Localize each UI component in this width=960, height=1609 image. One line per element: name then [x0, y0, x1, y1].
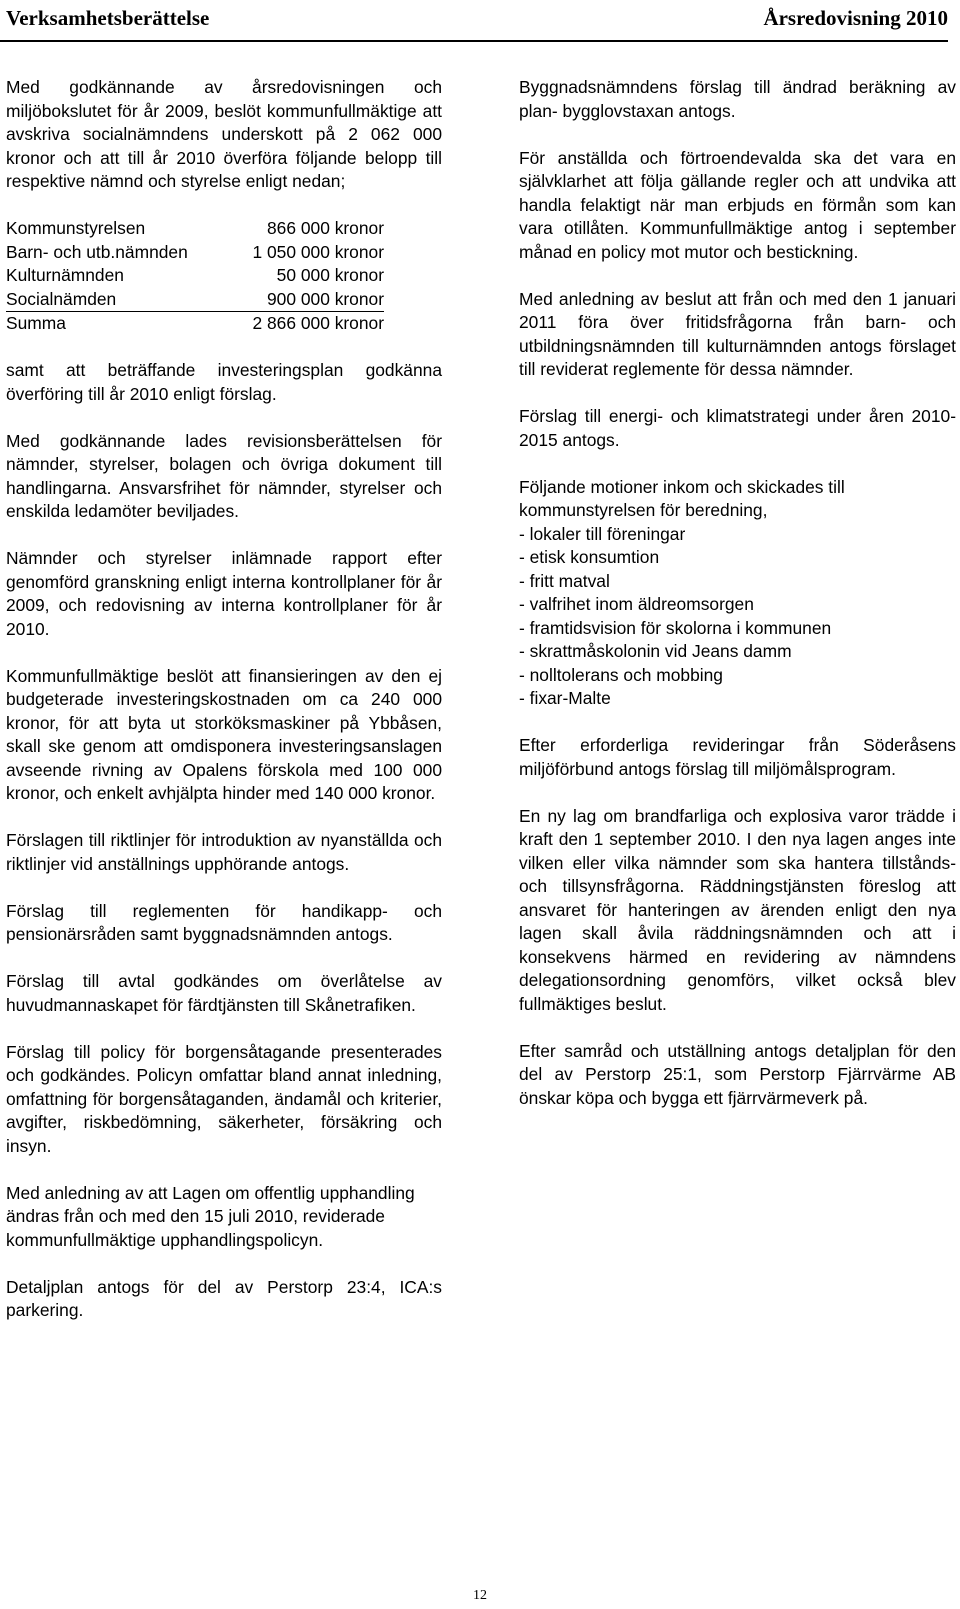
table-row	[6, 217, 384, 241]
budget-name: Socialnämden	[6, 288, 225, 312]
paragraph-transport: Förslag till avtal godkändes om överlåtelse av huvudmannaskapet för färdtjänsten till Skånetrafiken.	[6, 971, 442, 1015]
page-number: 12	[473, 1588, 487, 1603]
table-row-total	[6, 312, 384, 336]
page-header	[0, 0, 948, 42]
header-report-title: Årsredovisning 2010	[763, 6, 948, 30]
list-item: - etisk konsumtion	[519, 547, 660, 567]
table-row	[6, 288, 384, 312]
left-column	[6, 76, 442, 1346]
paragraph-financing: Kommunfullmäktige beslöt att finansieringen av den ej budgeterade investeringskostnaden om ca 240 000 kronor, för att byta ut storköksmaskiner på Ybbåsen, skall ske genom att omdisponera investeringsanslagen avseende rivning av Opalens förskola med 100 000 kronor, och enkelt avhjälpta hinder med 140 000 kronor.	[6, 665, 442, 803]
budget-name: Barn- och utb.nämnden	[6, 241, 188, 262]
paragraph-motions-intro: Följande motioner inkom och skickades till kommunstyrelsen för beredning,	[519, 476, 845, 520]
budget-name: Kommunstyrelsen	[6, 218, 146, 238]
budget-name: Summa	[6, 313, 66, 333]
paragraph-audit: Med godkännande lades revisionsberättelsen för nämnder, styrelser, bolagen och övriga dokument till handlingarna. Ansvarsfrihet för nämnder, styrelser och enskilda ledamöter beviljades.	[6, 430, 442, 521]
paragraph-environment: Efter erforderliga revideringar från Söderåsens miljöförbund antogs förslag till miljömålsprogram.	[519, 735, 956, 779]
budget-name: Kulturnämnden	[6, 265, 124, 285]
paragraph-building-fee: Byggnadsnämndens förslag till ändrad beräkning av plan- bygglovstaxan antogs.	[519, 77, 956, 121]
list-item: - fixar-Malte	[519, 688, 611, 708]
paragraph-explosives-law: En ny lag om brandfarliga och explosiva varor trädde i kraft den 1 september 2010. I den nya lagen anges inte vilken eller vilka nämnder som ska hantera tillstånds- och tillsynsfrågorna. Räddningstjänsten föreslog att ansvaret för hanteringen av ärenden enligt den nya lagen skall åvila räddningsnämnden och att i konsekvens härmed en revidering av nämndens delegationsordning genomförs, vilket också blev fullmäktiges beslut.	[519, 805, 956, 1014]
budget-table	[6, 217, 384, 336]
right-column	[519, 76, 956, 1134]
list-item: - skrattmåskolonin vid Jeans damm	[519, 641, 792, 661]
paragraph-guarantee-policy: Förslag till policy för borgensåtagande presenterades och godkändes. Policyn omfattar bland annat inledning, omfattning för borgensåtaganden, ändamål och kriterier, avgifter, riskbedömning, säkerheter, försäkring och insyn.	[6, 1041, 442, 1156]
list-item: - valfrihet inom äldreomsorgen	[519, 594, 754, 614]
budget-amount: 900 000 kronor	[225, 288, 384, 312]
paragraph-carry-over: Med godkännande av årsredovisningen och miljöbokslutet för år 2009, beslöt kommunfullmäktige att avskriva socialnämndens underskott på 2 062 000 kronor och att till år 2010 överföra följande belopp till respektive nämnd och styrelse enligt nedan;	[6, 77, 442, 191]
paragraph-district-heating: Efter samråd och utställning antogs detaljplan för den del av Perstorp 25:1, som Perstorp Fjärrvärme AB önskar köpa och bygga ett fjärrvärmeverk på.	[519, 1040, 956, 1108]
budget-amount: 1 050 000 kronor	[252, 241, 384, 262]
list-item: - framtidsvision för skolorna i kommunen	[519, 617, 832, 638]
paragraph-bribery-policy: För anställda och förtroendevalda ska det vara en självklarhet att följa gällande regler och att undvika att handla felaktigt när man erbjuds en förmån som kan vara otillåten. Kommunfullmäktige antog i september månad en policy mot mutor och bestickning.	[519, 147, 956, 262]
paragraph-guidelines: Förslagen till riktlinjer för introduktion av nyanställda och riktlinjer vid anställnings upphörande antogs.	[6, 830, 442, 874]
paragraph-internal-control: Nämnder och styrelser inlämnade rapport efter genomförd granskning enligt interna kontrollplaner för år 2009, och redovisning av interna kontrollplaner för år 2010.	[6, 548, 442, 639]
paragraph-procurement: Med anledning av att Lagen om offentlig upphandling ändras från och med den 15 juli 2010, reviderade kommunfullmäktige upphandlingspolicyn.	[6, 1182, 415, 1250]
table-row	[6, 264, 384, 288]
motions-list	[519, 523, 956, 711]
header-section-title: Verksamhetsberättelse	[6, 6, 210, 30]
budget-amount: 2 866 000 kronor	[252, 313, 384, 333]
paragraph-detail-plan: Detaljplan antogs för del av Perstorp 23:4, ICA:s parkering.	[6, 1276, 442, 1320]
paragraph-energy: Förslag till energi- och klimatstrategi under åren 2010-2015 antogs.	[519, 406, 956, 450]
paragraph-regulations: Förslag till reglementen för handikapp- och pensionärsråden samt byggnadsnämnden antogs.	[6, 900, 442, 944]
budget-amount: 50 000 kronor	[276, 265, 384, 285]
budget-amount: 866 000 kronor	[267, 218, 384, 238]
list-item: - fritt matval	[519, 570, 610, 591]
list-item: - lokaler till föreningar	[519, 523, 686, 544]
list-item: - nolltolerans och mobbing	[519, 664, 723, 685]
paragraph-investment: samt att beträffande investeringsplan godkänna överföring till år 2010 enligt förslag.	[6, 360, 442, 404]
paragraph-leisure: Med anledning av beslut att från och med den 1 januari 2011 föra över fritidsfrågorna från barn- och utbildningsnämnden till kulturnämnden antogs förslaget till reviderat reglemente för dessa nämnder.	[519, 288, 956, 379]
table-row	[6, 241, 384, 265]
